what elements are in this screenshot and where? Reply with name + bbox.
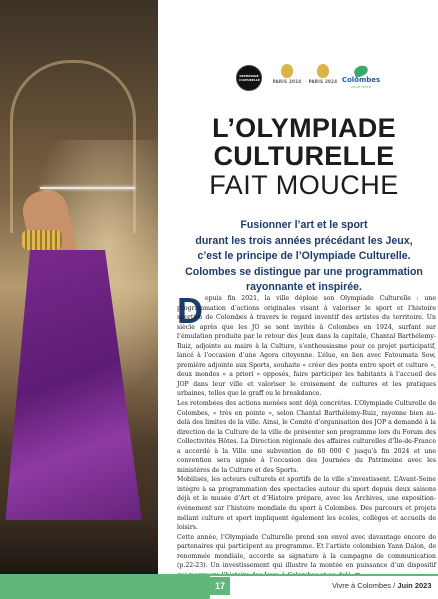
paris-2024-olympic-logo-icon — [270, 64, 304, 90]
intro-line-3: c’est le principe de l’Olympiade Culturelle. — [197, 250, 411, 262]
article-title — [170, 114, 438, 200]
badge-text: OLYMPIADE CULTURELLE — [239, 74, 260, 82]
issue-date: Juin 2023 — [397, 581, 432, 590]
footer-green-bar — [0, 574, 210, 599]
colombes-logo-sub: VILLE HÔTE — [350, 85, 372, 89]
magazine-issue — [332, 581, 432, 590]
colombes-logo-name: Colombes — [341, 76, 381, 84]
intro-line-1: Fusionner l’art et le sport — [240, 219, 368, 231]
bangles — [22, 230, 62, 250]
paragraph-2: Les retombées des actions menées sont déjà concrètes. L’Olympiade Culturelle de Colombes, « très en pointe », selon Chantal Barthélemy-Ruiz, rayonne bien au-delà des limites de la ville. Ainsi, le Comité d’organisation des JOP a demandé à la direction de la Culture de la ville de présenter son programme lors du Forum des Collectivités Hôtes. La Direction régionale des affaires culturelles d’Île-de-France a accordé à la Ville une subvention de 60 000 € jusqu’à fin 2024 et une convention sera signée à l’occasion des Journées du Patrimoine avec les ministères de la Culture et des Sports. — [177, 400, 436, 474]
colombes-logo-icon — [338, 66, 384, 90]
page-number: 17 — [210, 577, 230, 595]
sword-blade — [40, 187, 135, 189]
article-body — [177, 290, 436, 580]
drop-cap: D — [177, 290, 203, 331]
title-line-2: CULTURELLE — [213, 141, 395, 171]
paragraph-1: epuis fin 2021, la ville déploie son Olympiade Culturelle : une programmation d’actions originales visant à valoriser le sport et l’histoire sportive de Colombes à travers le regard inventif des artistes du territoire. Un siècle après que les JO se sont invités à Colombes en 1924, surfant sur l’émulation produite par le retour des Jeux dans la capitale, Chantal Barthélemy-Ruiz, adjointe au maire à la Culture, s’enthousiasme pour ce projet participatif, lancé à l’occasion d’une Agora citoyenne. L’élue, en lien avec Fatoumata Sow, première adjointe aux Sports, souhaite « créer des ponts entre sport et culture », deux mondes « a priori » opposés, faire participer les habitants à l’accueil des JOP dans leur ville et valoriser le croisement de cultures et les pratiques urbaines, telles que le graff ou le breakdance. — [177, 295, 436, 398]
olympiade-culturelle-badge-icon — [236, 65, 262, 91]
page-footer — [0, 574, 438, 599]
magazine-name: Vivre à Colombes / — [332, 581, 398, 590]
intro-line-5: rayonnante et inspirée. — [246, 281, 362, 293]
intro-line-2: durant les trois années précédant les Jeux, — [195, 234, 413, 247]
paris-2024-paralympic-logo-icon — [306, 64, 340, 90]
paragraph-4: Cette année, l’Olympiade Culturelle prend son envol avec davantage encore de partenaires qui participent au programme. Et l’artiste colombien Yann Dalon, de renommée mondiale, accorde sa signature à la campagne de communication (p.22-23). Un investissement qui illustre la montée en puissance d’un dispositif — [177, 533, 436, 581]
article-intro — [172, 218, 436, 296]
intro-line-4: Colombes se distingue par une programmation — [185, 265, 423, 278]
paragraph-3: Mobilisés, les acteurs culturels et sportifs de la ville s’investissent. L’Avant-Seine intègre à sa programmation des spectacles autour du sport depuis deux saisons déjà et le musée d’Art et d’Histoire prépare, avec les Archives, une exposition-événement sur l’histoire mondiale du sport à Colombes. Des parcours et projets mêlant culture et sport impliquent également les écoles, collèges et accueils de loisirs. — [177, 476, 436, 532]
floor — [0, 520, 158, 574]
paris-logo-text-2: PARIS 2024 — [308, 79, 338, 84]
title-line-1: L’OLYMPIADE — [212, 113, 396, 143]
title-line-3: FAIT MOUCHE — [209, 170, 399, 200]
partner-logos — [236, 62, 436, 92]
paris-logo-text: PARIS 2024 — [272, 79, 302, 84]
dancer-photo — [0, 0, 158, 574]
